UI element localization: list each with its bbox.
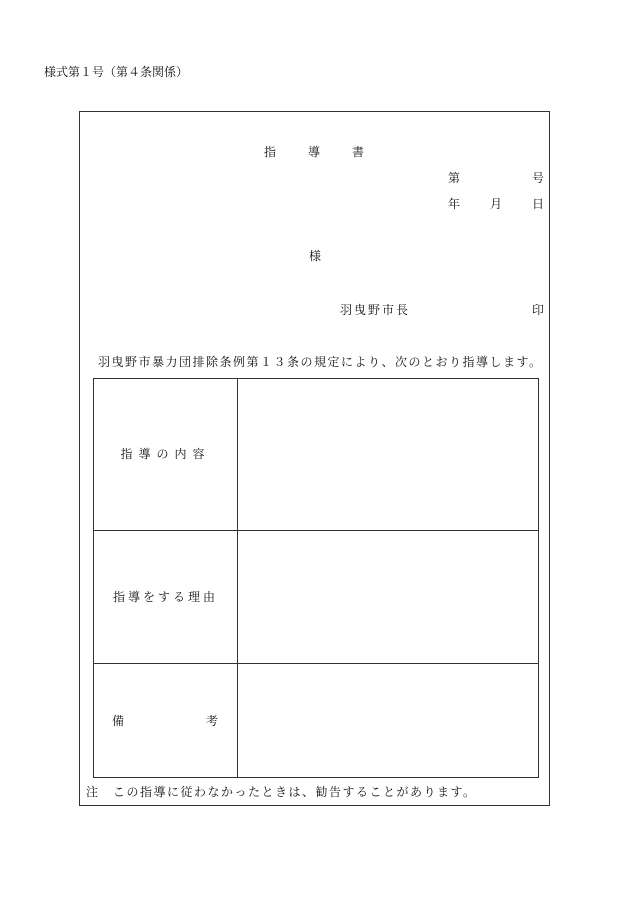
row-label-remarks (112, 715, 218, 727)
reason-cell[interactable] (238, 531, 538, 663)
content-cell[interactable] (238, 379, 538, 530)
remarks-label-left: 備 (112, 714, 125, 728)
document-title (264, 146, 364, 158)
date-month: 月 (489, 197, 502, 211)
row-label-content: 指導の内容 (120, 447, 211, 461)
guidance-table (93, 378, 539, 778)
document-date (448, 198, 544, 210)
document-number (448, 172, 544, 184)
document-number-prefix: 第 (448, 171, 461, 185)
remarks-label-right: 考 (205, 714, 218, 728)
form-number-label: 様式第１号（第４条関係） (44, 65, 189, 79)
footnote: 注 この指導に従わなかったときは、勧告することがあります。 (86, 785, 477, 799)
row-label-reason: 指導をする理由 (112, 590, 218, 604)
seal-mark: 印 (532, 303, 545, 317)
document-number-suffix: 号 (531, 171, 544, 185)
addressee-honorific: 様 (309, 249, 322, 263)
date-year: 年 (448, 197, 461, 211)
date-day: 日 (531, 197, 544, 211)
title-char: 書 (351, 145, 364, 159)
intro-text: 羽曳野市暴力団排除条例第１３条の規定により、次のとおり指導します。 (98, 355, 543, 369)
remarks-cell[interactable] (238, 664, 538, 777)
title-char: 指 (264, 145, 277, 159)
title-char: 導 (307, 145, 320, 159)
issuer-name: 羽曳野市長 (340, 303, 411, 317)
